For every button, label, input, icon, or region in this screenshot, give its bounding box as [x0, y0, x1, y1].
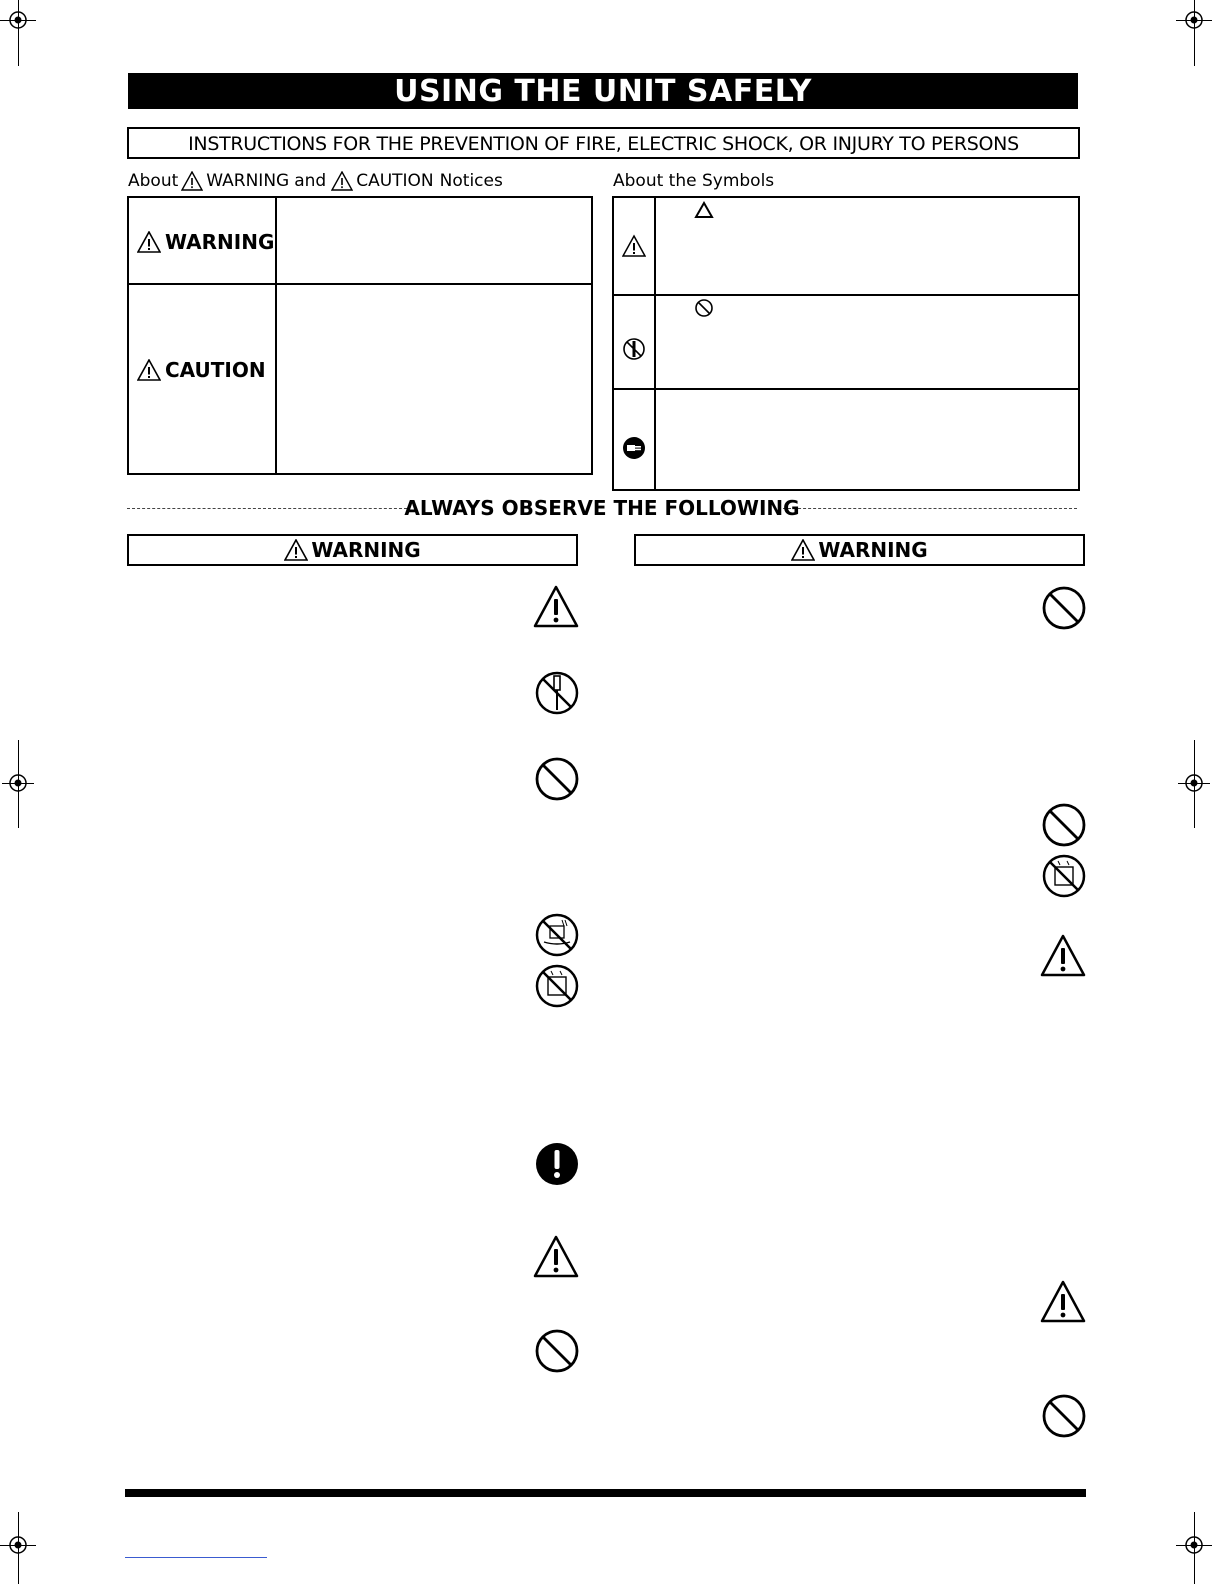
about-notices-suffix: Notices [439, 171, 503, 191]
warning-triangle-icon [137, 231, 161, 253]
warning-notice-label: WARNING [137, 230, 274, 254]
no-disassemble-icon [622, 337, 646, 361]
right-warning-heading: WARNING [634, 534, 1085, 566]
about-notices-and-word: and [294, 171, 327, 191]
no-wet-hands-icon [1041, 853, 1087, 899]
table-divider [654, 198, 656, 489]
footer-link-underline[interactable] [125, 1557, 267, 1558]
page-title: USING THE UNIT SAFELY [128, 73, 1078, 109]
caution-triangle-icon [622, 234, 646, 258]
left-warning-heading: WARNING [127, 534, 578, 566]
small-prohibited-icon [694, 298, 714, 318]
caution-triangle-icon [1040, 933, 1086, 979]
warning-triangle-icon [791, 539, 815, 561]
small-triangle-icon [694, 201, 714, 219]
table-divider [129, 283, 591, 285]
about-notices-caution-word: CAUTION [356, 171, 434, 191]
footer-rule [125, 1489, 1086, 1497]
prohibited-icon [1041, 802, 1087, 848]
about-notices-warning-word: WARNING [206, 171, 290, 191]
no-disassemble-icon [534, 670, 580, 716]
caution-triangle-icon [1040, 1279, 1086, 1325]
required-action-icon [534, 1141, 580, 1187]
observe-heading: ALWAYS OBSERVE THE FOLLOWING [404, 496, 800, 520]
table-divider [614, 388, 1078, 390]
table-divider [275, 198, 277, 473]
caution-notice-label: CAUTION [137, 358, 266, 382]
prohibited-icon [534, 1328, 580, 1374]
about-symbols-label: About the Symbols [613, 171, 775, 191]
prohibited-icon [1041, 585, 1087, 631]
warning-triangle-icon [181, 171, 203, 191]
unplug-icon [622, 436, 646, 460]
caution-triangle-icon [533, 1234, 579, 1280]
caution-triangle-icon [331, 171, 353, 191]
page-subtitle: INSTRUCTIONS FOR THE PREVENTION OF FIRE, ELECTRIC SHOCK, OR INJURY TO PERSONS [127, 127, 1080, 159]
caution-triangle-icon [533, 584, 579, 630]
table-divider [614, 294, 1078, 296]
about-notices-prefix: About [128, 171, 179, 191]
no-wet-hands-icon [534, 963, 580, 1009]
prohibited-icon [534, 756, 580, 802]
notices-table [127, 196, 593, 475]
warning-triangle-icon [284, 539, 308, 561]
observe-divider [127, 496, 1077, 520]
no-water-icon [534, 912, 580, 958]
caution-triangle-icon [137, 359, 161, 381]
symbols-table [612, 196, 1080, 491]
about-notices-label [128, 171, 503, 191]
prohibited-icon [1041, 1393, 1087, 1439]
